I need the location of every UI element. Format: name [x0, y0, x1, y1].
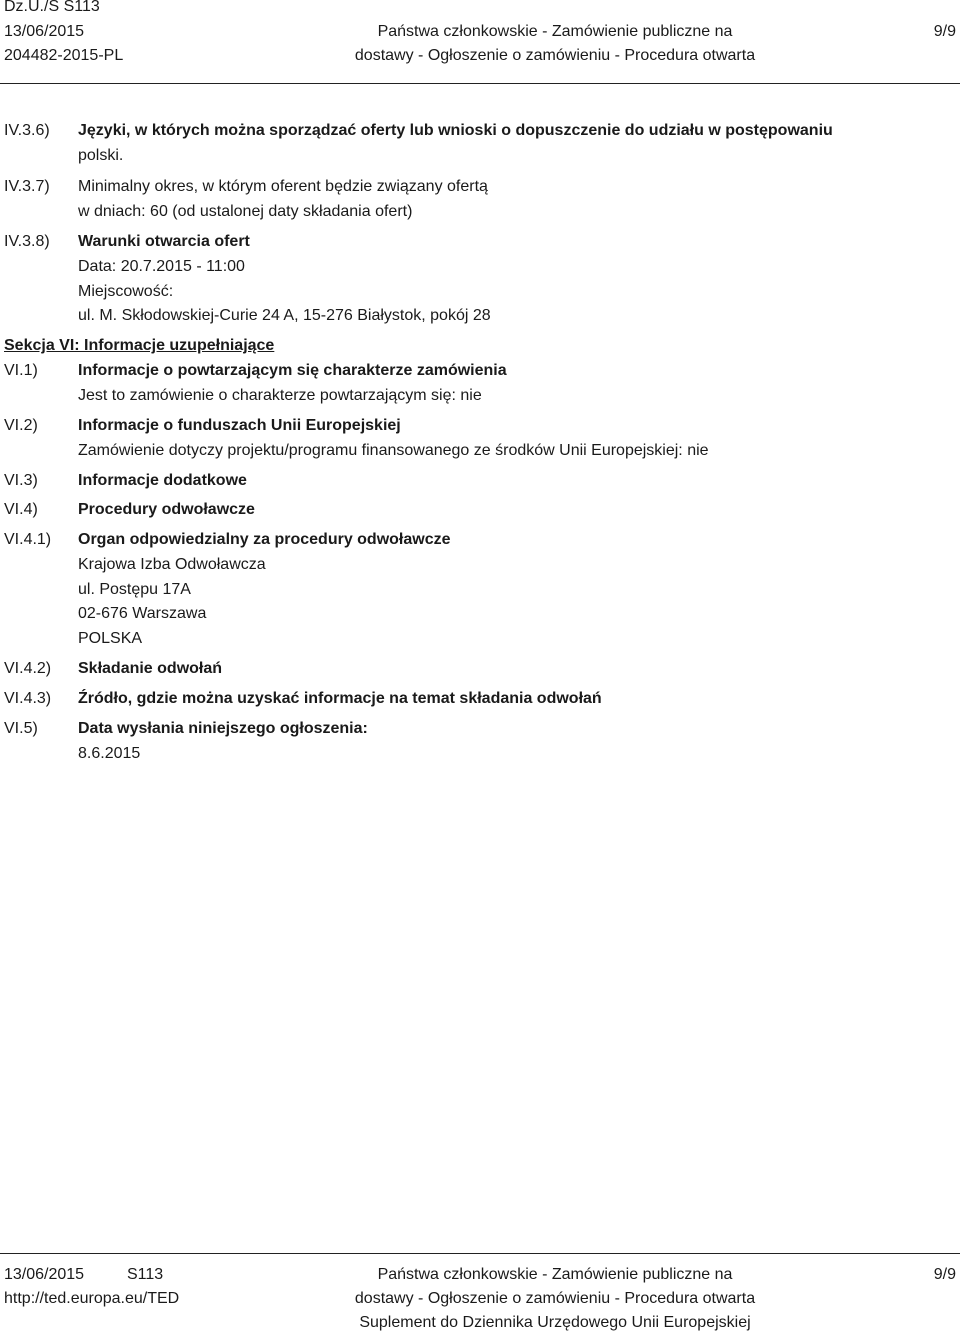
section-heading: Procedury odwoławcze [78, 501, 255, 518]
footer-issue: S113 [127, 1266, 164, 1283]
section-heading: Języki, w których można sporządzać oferty lub wnioski o dopuszczenie do udziału w postępowaniu [78, 122, 833, 139]
section-heading: Źródło, gdzie można uzyskać informacje na temat składania odwołań [78, 690, 602, 707]
opening-date: Data: 20.7.2015 - 11:00 [78, 258, 245, 275]
section-heading: Data wysłania niniejszego ogłoszenia: [78, 720, 368, 737]
section-value: polski. [78, 147, 124, 164]
footer-title-line2: dostawy - Ogłoszenie o zamówieniu - Procedura otwarta [354, 1290, 756, 1307]
section-value: Jest to zamówienie o charakterze powtarzającym się: nie [78, 387, 482, 404]
appeal-body-city: 02-676 Warszawa [78, 605, 207, 622]
header-divider [0, 83, 960, 84]
section-number: IV.3.8) [4, 233, 50, 250]
footer-divider [0, 1253, 960, 1254]
footer-title-line3: Suplement do Dziennika Urzędowego Unii Europejskiej [359, 1314, 751, 1331]
footer-page-number: 9/9 [933, 1266, 956, 1283]
appeal-body-name: Krajowa Izba Odwoławcza [78, 556, 266, 573]
section-number: VI.5) [4, 720, 38, 737]
footer-url[interactable]: http://ted.europa.eu/TED [4, 1290, 180, 1307]
section-number: VI.4) [4, 501, 38, 518]
section-heading: Minimalny okres, w którym oferent będzie związany ofertą [78, 178, 488, 195]
section-value: w dniach: 60 (od ustalonej daty składania ofert) [78, 203, 413, 220]
section-value: Zamówienie dotyczy projektu/programu finansowanego ze środków Unii Europejskiej: nie [78, 442, 709, 459]
section-heading: Organ odpowiedzialny za procedury odwoławcze [78, 531, 451, 548]
journal-ref: Dz.U./S S113 [4, 0, 100, 15]
place-label: Miejscowość: [78, 283, 174, 300]
section-number: IV.3.6) [4, 122, 50, 139]
header-title-line2: dostawy - Ogłoszenie o zamówieniu - Procedura otwarta [354, 47, 756, 64]
section-heading: Warunki otwarcia ofert [78, 233, 250, 250]
dispatch-date: 8.6.2015 [78, 745, 141, 762]
footer-title-line1: Państwa członkowskie - Zamówienie publiczne na [377, 1266, 733, 1283]
section-heading: Informacje o funduszach Unii Europejskiej [78, 417, 401, 434]
appeal-body-country: POLSKA [78, 630, 143, 647]
header-date: 13/06/2015 [4, 23, 85, 40]
section-number: VI.4.3) [4, 690, 52, 707]
header-title-line1: Państwa członkowskie - Zamówienie publiczne na [377, 23, 733, 40]
section-number: VI.1) [4, 362, 38, 379]
opening-place: ul. M. Skłodowskiej-Curie 24 A, 15-276 Białystok, pokój 28 [78, 307, 491, 324]
header-page-number: 9/9 [933, 23, 956, 40]
section-heading: Informacje dodatkowe [78, 472, 247, 489]
section-heading: Informacje o powtarzającym się charakterze zamówienia [78, 362, 507, 379]
section-number: IV.3.7) [4, 178, 50, 195]
section-heading: Składanie odwołań [78, 660, 223, 677]
section-number: VI.4.2) [4, 660, 52, 677]
section-number: VI.2) [4, 417, 38, 434]
section-number: VI.4.1) [4, 531, 52, 548]
notice-number: 204482-2015-PL [4, 47, 124, 64]
appeal-body-street: ul. Postępu 17A [78, 581, 191, 598]
footer-date: 13/06/2015 [4, 1266, 85, 1283]
section-title: Sekcja VI: Informacje uzupełniające [4, 337, 275, 354]
section-number: VI.3) [4, 472, 38, 489]
